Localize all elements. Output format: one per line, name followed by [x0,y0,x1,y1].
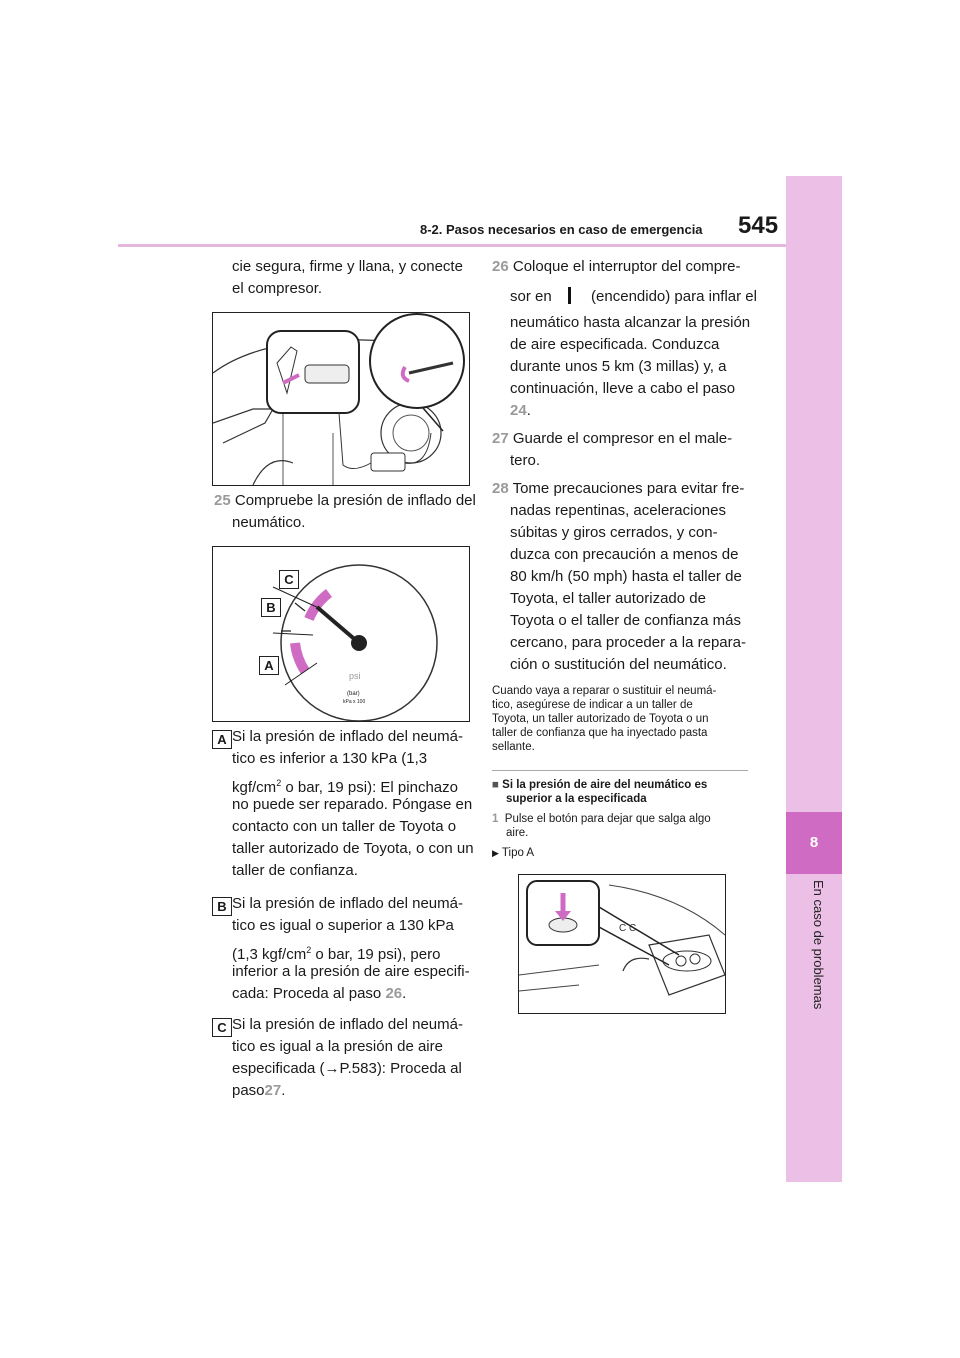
chapter-title: En caso de problemas [811,880,826,1010]
item-a-line-7: taller de confianza. [232,862,358,879]
step-28-line-4: duzca con precaución a menos de [510,546,739,563]
item-b-line-3: (1,3 kgf/$cm^2$ o bar, 19 psi), pero [232,945,441,963]
gauge-psi-label: psi [349,671,361,681]
step-28-line-9: ción o sustitución del neumático. [510,656,727,673]
compressor-release-figure [518,874,726,1014]
step-26-line-3: neumático hasta alcanzar la presión [510,314,751,331]
step-26-reference-link[interactable]: 26 [385,985,403,1002]
item-c-badge: C [212,1017,232,1039]
chapter-number-tab[interactable]: 8 [786,812,842,874]
item-a-line-4: no puede ser reparado. Póngase en [232,796,473,813]
step-28-line-3: súbitas y giros cerrados, y con- [510,524,718,541]
gauge-label-b: B [261,597,281,619]
section-divider [492,770,748,771]
triangle-right-icon: ▶ [492,848,499,858]
step-28-number: 28 [492,480,509,497]
item-b-line-5: cada: Proceda al paso 26. [232,985,407,1002]
item-b-line-4: inferior a la presión de aire especifi- [232,963,470,980]
item-c-line-1: Si la presión de inflado del neumá- [232,1016,463,1033]
item-a-line-6: taller autorizado de Toyota, o con un [232,840,474,857]
compressor-connection-illustration [213,313,469,485]
power-on-symbol-icon [568,287,571,304]
item-a-line-5: contacto con un taller de Toyota o [232,818,457,835]
step-26-number: 26 [492,258,509,275]
step-28-line-8: cercano, para proceder a la repara- [510,634,746,651]
step-28-line-5: 80 km/h (50 mph) hasta el taller de [510,568,742,585]
item-a-line-2: tico es inferior a 130 kPa (1,3 [232,750,428,767]
step-26-line-7: 24. [510,402,531,419]
item-c-line-2: tico es igual a la presión de aire [232,1038,443,1055]
pressure-gauge-illustration [213,547,469,721]
type-a-label: ▶ Tipo A [492,847,535,859]
step-28-line-2: nadas repentinas, aceleraciones [510,502,726,519]
page-number: 545 [738,212,779,239]
step-27-line-1: 27 Guarde el compresor en el male- [492,430,733,447]
intro-line-2: el compresor. [232,280,323,297]
compressor-release-illustration [519,875,725,1013]
step-28-line-7: Toyota o el taller de confianza más [510,612,741,629]
step-27-number: 27 [492,430,509,447]
section-title: 8-2. Pasos necesarios en caso de emergencia [420,222,703,237]
intro-line-1: cie segura, firme y llana, y conecte [232,258,463,275]
item-a-line-1: Si la presión de inflado del neumá- [232,728,463,745]
step-26-line-2: sor en (encendido) para inflar el [510,288,757,305]
gauge-unit-kpa: kPa x 100 [343,699,366,705]
item-b-line-1: Si la presión de inflado del neumá- [232,895,463,912]
step-25-line-1 [214,490,476,512]
gauge-label-a: A [259,655,279,677]
pressure-gauge-figure [212,546,470,722]
gauge-label-c: C [279,569,299,591]
item-b-line-2: tico es igual o superior a 130 kPa [232,917,454,934]
svg-text:C C: C C [619,923,637,934]
item-a-line-3: kgf/$cm^2$ o bar, 19 psi): El pinchazo [232,778,458,796]
item-c-line-3[interactable]: especificada (→P.583): Proceda al [232,1060,462,1077]
item-a-badge: A [212,729,232,751]
step-25-number: 25 [214,492,231,509]
step-25-text: Compruebe la presión de inflado del [234,492,476,509]
item-c-line-4: paso27. [232,1082,286,1099]
step-28-line-6: Toyota, el taller autorizado de [510,590,706,607]
step-27-line-2: tero. [510,452,541,469]
gauge-unit-bar: (bar) [347,691,360,697]
step-26-line-4: de aire especificada. Conduzca [510,336,720,353]
item-b-badge: B [212,896,232,918]
step-26-line-1: 26 Coloque el interruptor del compre- [492,258,741,275]
step-26-line-6: continuación, lleve a cabo el paso [510,380,736,397]
subheading-bullet-icon: ■ [492,779,499,791]
step-27-reference-link[interactable]: 27 [264,1082,282,1099]
step-26-line-5: durante unos 5 km (3 millas) y, a [510,358,727,375]
compressor-connection-figure [212,312,470,486]
step-28-line-1: 28 Tome precauciones para evitar fre- [492,480,745,497]
step-24-reference-link[interactable]: 24 [510,402,527,419]
header-rule [118,244,786,247]
step-25-line-2: neumático. [232,514,306,531]
